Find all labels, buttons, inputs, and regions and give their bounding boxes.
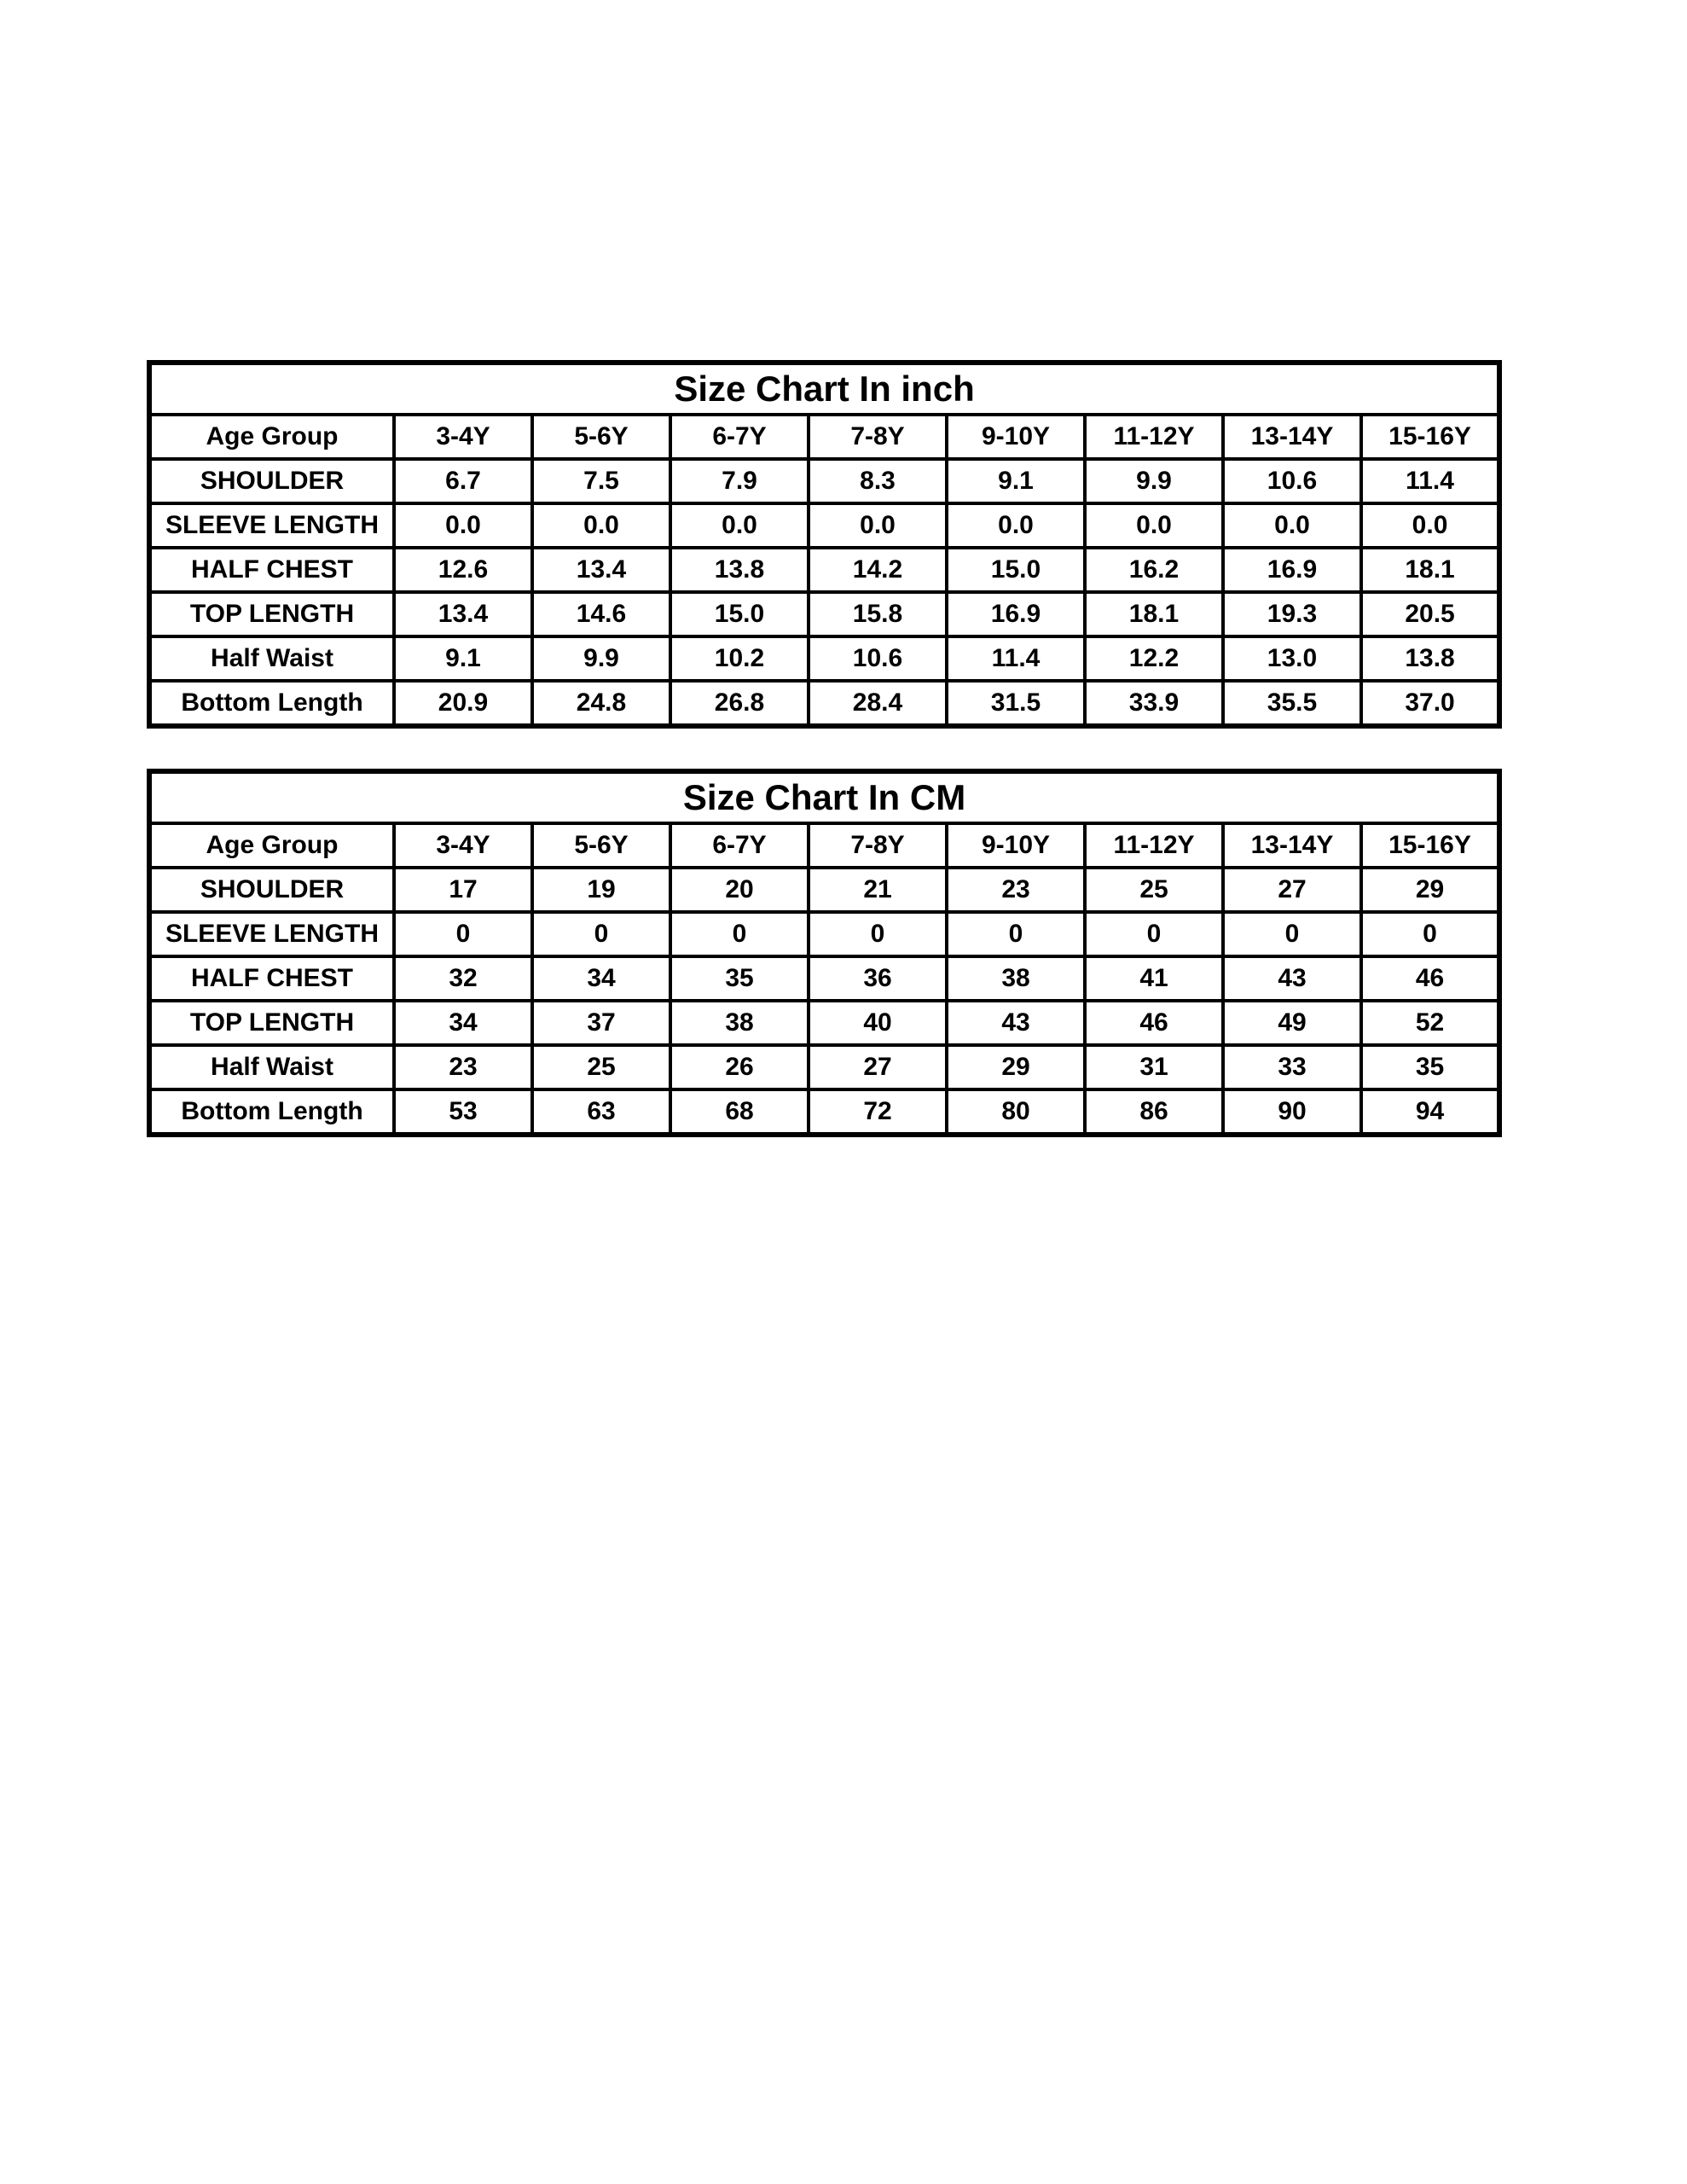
value-cell: 49 <box>1223 1001 1361 1045</box>
measurement-row <box>149 636 1499 681</box>
row-label-cell: TOP LENGTH <box>149 592 394 636</box>
header-age-cell: 5-6Y <box>532 823 670 868</box>
value-cell: 0.0 <box>809 503 947 548</box>
value-cell: 19.3 <box>1223 592 1361 636</box>
value-cell: 27 <box>809 1045 947 1089</box>
value-cell: 29 <box>947 1045 1085 1089</box>
age-group-header-row <box>149 823 1499 868</box>
value-cell: 0 <box>1223 912 1361 956</box>
header-age-cell: 5-6Y <box>532 415 670 459</box>
row-label-cell: Bottom Length <box>149 1089 394 1135</box>
value-cell: 9.1 <box>394 636 532 681</box>
header-age-cell: 15-16Y <box>1361 823 1499 868</box>
value-cell: 7.5 <box>532 459 670 503</box>
value-cell: 0 <box>532 912 670 956</box>
header-age-cell: 11-12Y <box>1085 823 1223 868</box>
row-label-cell: Half Waist <box>149 636 394 681</box>
value-cell: 0.0 <box>1361 503 1499 548</box>
value-cell: 11.4 <box>947 636 1085 681</box>
measurement-row <box>149 459 1499 503</box>
header-age-cell: 13-14Y <box>1223 823 1361 868</box>
value-cell: 53 <box>394 1089 532 1135</box>
value-cell: 35.5 <box>1223 681 1361 726</box>
value-cell: 0.0 <box>394 503 532 548</box>
value-cell: 11.4 <box>1361 459 1499 503</box>
value-cell: 13.4 <box>532 548 670 592</box>
value-cell: 0 <box>1361 912 1499 956</box>
value-cell: 26.8 <box>670 681 809 726</box>
measurement-row <box>149 956 1499 1001</box>
row-label-cell: Half Waist <box>149 1045 394 1089</box>
row-label-cell: HALF CHEST <box>149 548 394 592</box>
header-age-cell: 3-4Y <box>394 823 532 868</box>
value-cell: 0 <box>670 912 809 956</box>
value-cell: 18.1 <box>1085 592 1223 636</box>
value-cell: 33.9 <box>1085 681 1223 726</box>
measurement-row <box>149 548 1499 592</box>
value-cell: 46 <box>1085 1001 1223 1045</box>
value-cell: 15.0 <box>947 548 1085 592</box>
value-cell: 15.8 <box>809 592 947 636</box>
value-cell: 18.1 <box>1361 548 1499 592</box>
value-cell: 68 <box>670 1089 809 1135</box>
measurement-row <box>149 868 1499 912</box>
value-cell: 40 <box>809 1001 947 1045</box>
value-cell: 35 <box>670 956 809 1001</box>
header-age-cell: 9-10Y <box>947 823 1085 868</box>
size-chart-cm-section <box>147 769 1503 1137</box>
measurement-row <box>149 1001 1499 1045</box>
value-cell: 0.0 <box>947 503 1085 548</box>
table-title-row <box>149 771 1499 823</box>
row-label-cell: SHOULDER <box>149 459 394 503</box>
value-cell: 94 <box>1361 1089 1499 1135</box>
table-title: Size Chart In CM <box>149 771 1499 823</box>
value-cell: 31 <box>1085 1045 1223 1089</box>
measurement-row <box>149 681 1499 726</box>
value-cell: 10.6 <box>809 636 947 681</box>
value-cell: 9.1 <box>947 459 1085 503</box>
value-cell: 37 <box>532 1001 670 1045</box>
value-cell: 34 <box>394 1001 532 1045</box>
value-cell: 38 <box>947 956 1085 1001</box>
measurement-row <box>149 503 1499 548</box>
value-cell: 0.0 <box>670 503 809 548</box>
value-cell: 72 <box>809 1089 947 1135</box>
measurement-row <box>149 592 1499 636</box>
value-cell: 43 <box>947 1001 1085 1045</box>
value-cell: 33 <box>1223 1045 1361 1089</box>
header-age-cell: 9-10Y <box>947 415 1085 459</box>
value-cell: 12.6 <box>394 548 532 592</box>
header-age-cell: 6-7Y <box>670 823 809 868</box>
row-label-cell: SHOULDER <box>149 868 394 912</box>
value-cell: 0.0 <box>1085 503 1223 548</box>
value-cell: 6.7 <box>394 459 532 503</box>
value-cell: 13.0 <box>1223 636 1361 681</box>
value-cell: 10.2 <box>670 636 809 681</box>
size-chart-inch-section <box>147 360 1503 729</box>
table-title-row <box>149 363 1499 415</box>
value-cell: 23 <box>394 1045 532 1089</box>
value-cell: 90 <box>1223 1089 1361 1135</box>
header-age-cell: 6-7Y <box>670 415 809 459</box>
value-cell: 0.0 <box>1223 503 1361 548</box>
value-cell: 31.5 <box>947 681 1085 726</box>
value-cell: 0 <box>394 912 532 956</box>
measurement-row <box>149 1045 1499 1089</box>
row-label-cell: SLEEVE LENGTH <box>149 503 394 548</box>
value-cell: 36 <box>809 956 947 1001</box>
value-cell: 26 <box>670 1045 809 1089</box>
value-cell: 10.6 <box>1223 459 1361 503</box>
value-cell: 8.3 <box>809 459 947 503</box>
value-cell: 7.9 <box>670 459 809 503</box>
measurement-row <box>149 1089 1499 1135</box>
value-cell: 27 <box>1223 868 1361 912</box>
value-cell: 16.9 <box>947 592 1085 636</box>
value-cell: 41 <box>1085 956 1223 1001</box>
value-cell: 13.8 <box>1361 636 1499 681</box>
value-cell: 16.9 <box>1223 548 1361 592</box>
value-cell: 63 <box>532 1089 670 1135</box>
measurement-row <box>149 912 1499 956</box>
header-age-cell: 15-16Y <box>1361 415 1499 459</box>
value-cell: 21 <box>809 868 947 912</box>
value-cell: 80 <box>947 1089 1085 1135</box>
header-label-cell: Age Group <box>149 823 394 868</box>
header-age-cell: 7-8Y <box>809 823 947 868</box>
header-age-cell: 7-8Y <box>809 415 947 459</box>
value-cell: 9.9 <box>1085 459 1223 503</box>
value-cell: 15.0 <box>670 592 809 636</box>
value-cell: 20.5 <box>1361 592 1499 636</box>
value-cell: 35 <box>1361 1045 1499 1089</box>
value-cell: 25 <box>532 1045 670 1089</box>
value-cell: 0.0 <box>532 503 670 548</box>
value-cell: 14.2 <box>809 548 947 592</box>
value-cell: 46 <box>1361 956 1499 1001</box>
value-cell: 16.2 <box>1085 548 1223 592</box>
value-cell: 52 <box>1361 1001 1499 1045</box>
row-label-cell: SLEEVE LENGTH <box>149 912 394 956</box>
value-cell: 86 <box>1085 1089 1223 1135</box>
size-chart-inch-table <box>147 360 1502 729</box>
value-cell: 9.9 <box>532 636 670 681</box>
row-label-cell: TOP LENGTH <box>149 1001 394 1045</box>
value-cell: 43 <box>1223 956 1361 1001</box>
value-cell: 29 <box>1361 868 1499 912</box>
value-cell: 0 <box>809 912 947 956</box>
value-cell: 0 <box>1085 912 1223 956</box>
value-cell: 23 <box>947 868 1085 912</box>
value-cell: 34 <box>532 956 670 1001</box>
value-cell: 17 <box>394 868 532 912</box>
value-cell: 37.0 <box>1361 681 1499 726</box>
size-chart-cm-table <box>147 769 1502 1137</box>
value-cell: 28.4 <box>809 681 947 726</box>
table-title: Size Chart In inch <box>149 363 1499 415</box>
age-group-header-row <box>149 415 1499 459</box>
header-age-cell: 13-14Y <box>1223 415 1361 459</box>
value-cell: 13.4 <box>394 592 532 636</box>
value-cell: 25 <box>1085 868 1223 912</box>
value-cell: 20 <box>670 868 809 912</box>
value-cell: 12.2 <box>1085 636 1223 681</box>
value-cell: 24.8 <box>532 681 670 726</box>
row-label-cell: HALF CHEST <box>149 956 394 1001</box>
value-cell: 38 <box>670 1001 809 1045</box>
header-age-cell: 11-12Y <box>1085 415 1223 459</box>
row-label-cell: Bottom Length <box>149 681 394 726</box>
header-age-cell: 3-4Y <box>394 415 532 459</box>
header-label-cell: Age Group <box>149 415 394 459</box>
value-cell: 0 <box>947 912 1085 956</box>
value-cell: 20.9 <box>394 681 532 726</box>
value-cell: 13.8 <box>670 548 809 592</box>
value-cell: 32 <box>394 956 532 1001</box>
value-cell: 14.6 <box>532 592 670 636</box>
value-cell: 19 <box>532 868 670 912</box>
